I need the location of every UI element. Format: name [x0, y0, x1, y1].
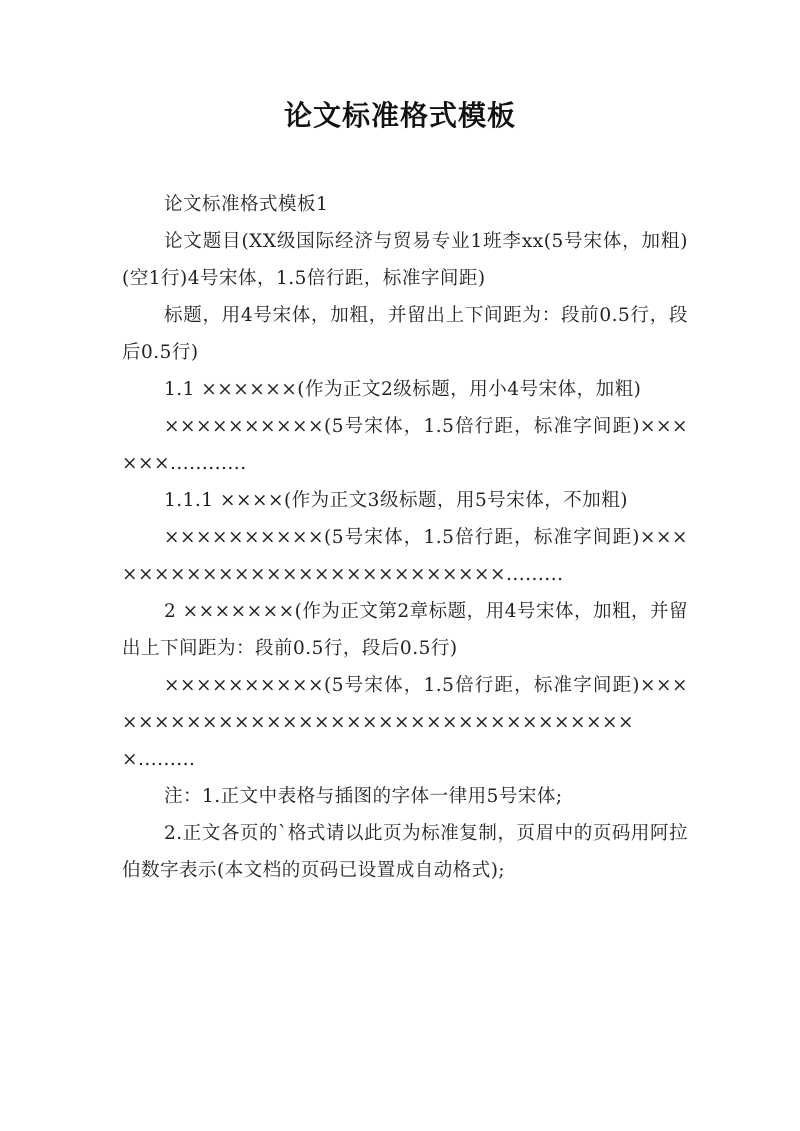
paragraph-body-text-3: ××××××××××(5号宋体，1.5倍行距，标准字间距)××××××××××××××××××××××××××××××××××××.........: [122, 675, 688, 770]
paragraph-body-text-2: ××××××××××(5号宋体，1.5倍行距，标准字间距)×××××××××××××××××××××××××××.........: [122, 527, 688, 585]
paragraph-note-2: 2.正文各页的`格式请以此页为标准复制，页眉中的页码用阿拉伯数字表示(本文档的页码已设置成自动格式);: [122, 823, 688, 881]
paragraph-chapter-heading: 2 ×××××××(作为正文第2章标题，用4号宋体，加粗，并留出上下间距为：段前0.5行，段后0.5行): [122, 601, 688, 659]
paragraph-level2-heading: 1.1 ××××××(作为正文2级标题，用小4号宋体，加粗): [164, 379, 642, 400]
paragraph-body-text-1: ××××××××××(5号宋体，1.5倍行距，标准字间距)××××××............: [122, 416, 688, 474]
paragraph-level3-heading: 1.1.1 ××××(作为正文3级标题，用5号宋体，不加粗): [164, 490, 628, 511]
paragraph-note-1: 注：1.正文中表格与插图的字体一律用5号宋体;: [164, 786, 563, 807]
document-title: 论文标准格式模板: [283, 99, 516, 132]
document-body: [122, 186, 688, 889]
paragraph-thesis-title: 论文题目(XX级国际经济与贸易专业1班李xx(5号宋体，加粗)(空1行)4号宋体，1.5倍行距，标准字间距): [122, 231, 688, 289]
paragraph-heading-format: 标题，用4号宋体，加粗，并留出上下间距为：段前0.5行，段后0.5行): [122, 305, 688, 363]
paragraph-heading-label: 论文标准格式模板1: [164, 194, 329, 215]
